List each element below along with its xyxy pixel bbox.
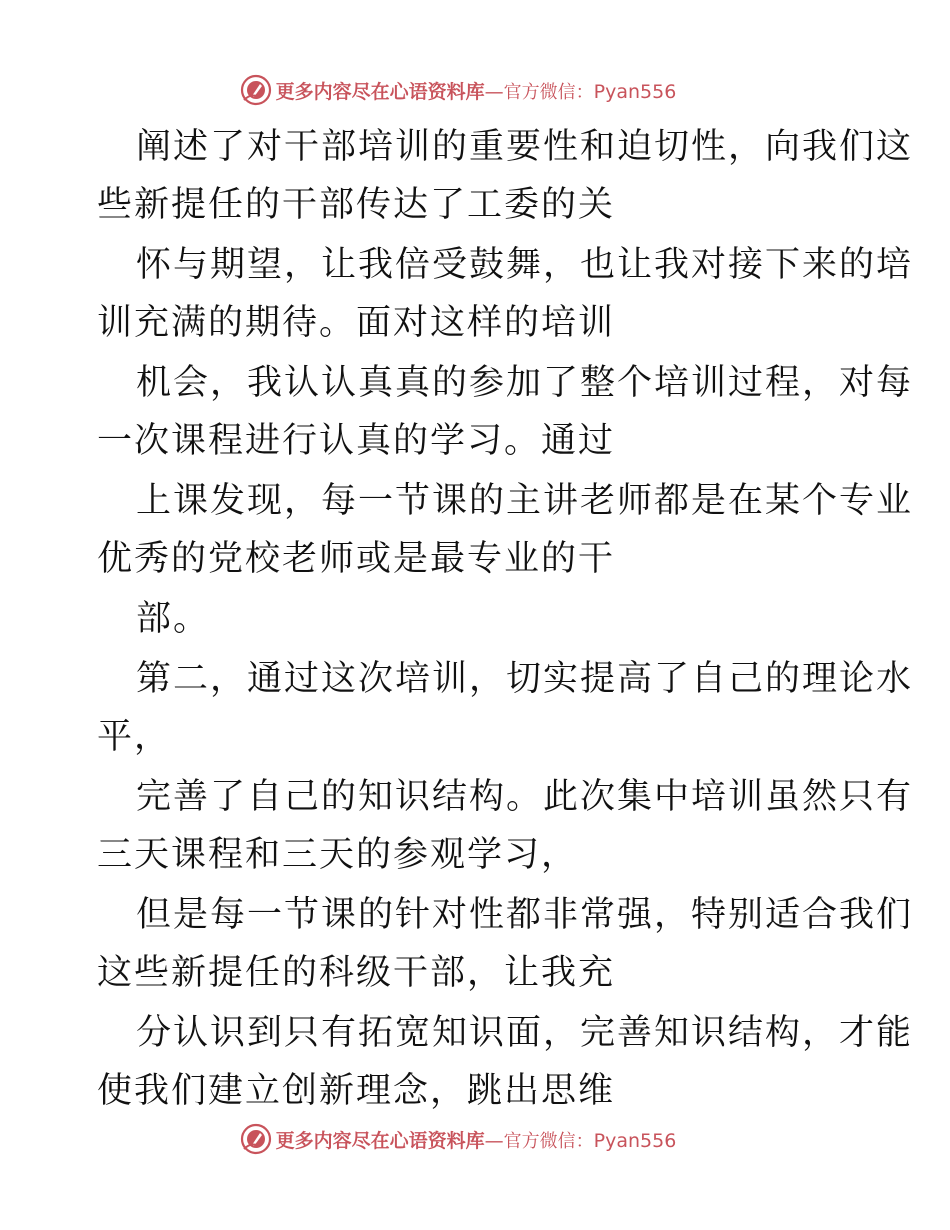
text-line: 训充满的期待。面对这样的培训 <box>97 303 616 343</box>
watermark-sub: 官方微信： <box>503 81 594 103</box>
watermark-dash: — <box>484 1129 504 1152</box>
text-line: 但是每一节课的针对性都非常强，特别适合我们 <box>136 895 914 935</box>
text-line: 三天课程和三天的参观学习， <box>97 835 579 875</box>
text-line: 完善了自己的知识结构。此次集中培训虽然只有 <box>136 777 914 817</box>
text-line: 些新提任的干部传达了工委的关 <box>97 185 616 225</box>
pen-nib-logo-icon <box>240 1123 272 1155</box>
text-line: 优秀的党校老师或是最专业的干 <box>97 539 616 579</box>
watermark-text <box>276 77 677 104</box>
text-line: 平， <box>97 717 172 757</box>
watermark-dash: — <box>484 80 504 103</box>
text-line: 这些新提任的科级干部，让我充 <box>97 953 616 993</box>
watermark-id: Pyan556 <box>593 1129 677 1152</box>
text-line: 机会，我认认真真的参加了整个培训过程，对每 <box>136 363 914 403</box>
text-line: 第二，通过这次培训，切实提高了自己的理论水 <box>136 659 914 699</box>
watermark-text <box>276 1126 677 1153</box>
text-line: 怀与期望，让我倍受鼓舞，也让我对接下来的培 <box>136 245 914 285</box>
text-line: 阐述了对干部培训的重要性和迫切性，向我们这 <box>136 127 914 167</box>
text-line: 上课发现，每一节课的主讲老师都是在某个专业 <box>136 481 914 521</box>
text-line: 部。 <box>136 599 211 639</box>
watermark-main: 更多内容尽在心语资料库 <box>275 80 485 103</box>
text-line: 使我们建立创新理念，跳出思维 <box>97 1071 616 1111</box>
header-watermark <box>0 72 950 108</box>
watermark-sub: 官方微信： <box>503 1130 594 1152</box>
watermark-main: 更多内容尽在心语资料库 <box>275 1129 485 1152</box>
text-line: 一次课程进行认真的学习。通过 <box>97 421 616 461</box>
footer-watermark <box>0 1121 950 1157</box>
text-line: 分认识到只有拓宽知识面，完善知识结构，才能 <box>136 1013 914 1053</box>
pen-nib-logo-icon <box>240 74 272 106</box>
watermark-id: Pyan556 <box>593 80 677 103</box>
